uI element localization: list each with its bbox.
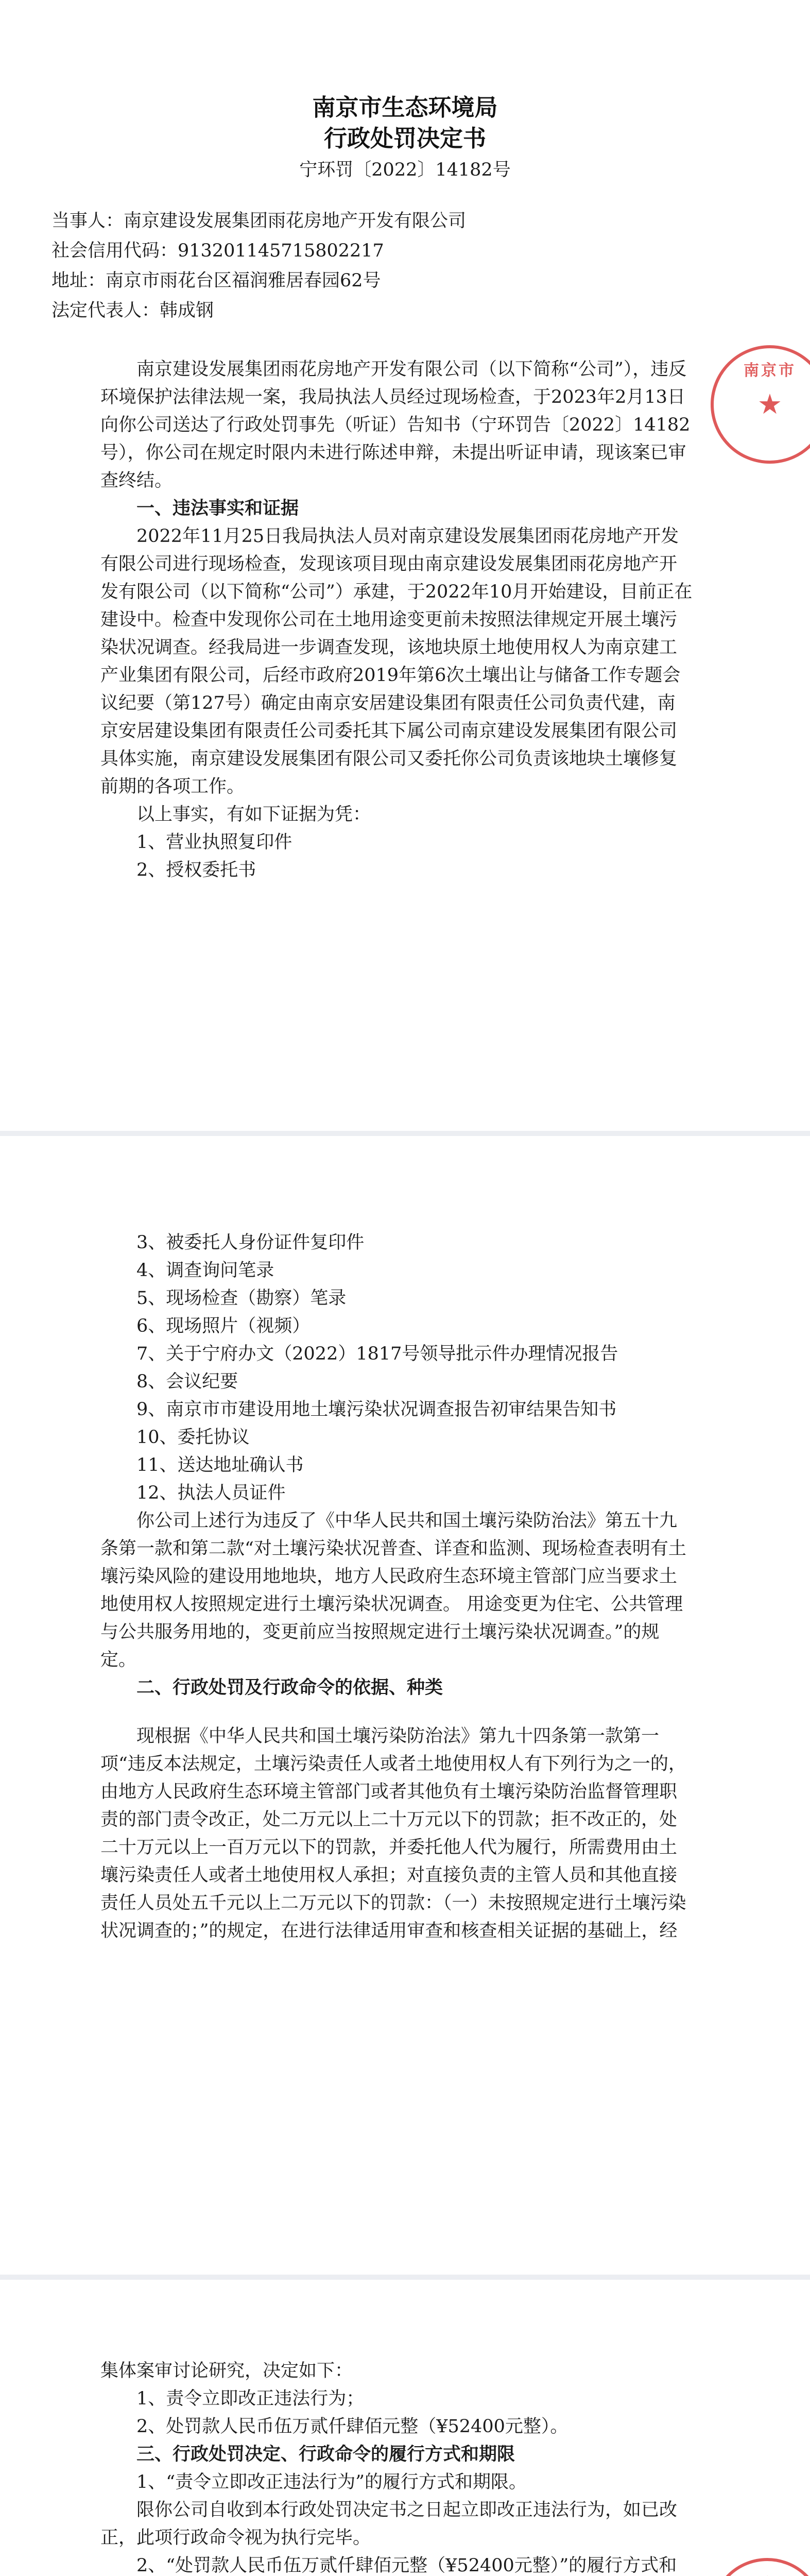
page3-body [100, 2357, 693, 2576]
section2-heading: 二、行政处罚及行政命令的依据、种类 [136, 1677, 443, 1698]
party-name: 当事人：南京建设发展集团雨花房地产开发有限公司 [51, 211, 467, 231]
evidence-item-1: 1、营业执照复印件 [136, 832, 292, 853]
section3-heading: 三、行政处罚决定、行政命令的履行方式和期限 [136, 2444, 515, 2465]
evidence-item-3: 3、被委托人身份证件复印件 [136, 1232, 365, 1253]
evidence-item-4: 4、调查询问笔录 [136, 1260, 274, 1281]
performance-item-1: 1、“责令立即改正违法行为”的履行方式和期限。 [136, 2472, 527, 2493]
legal-basis-paragraph: 现根据《中华人民共和国土壤污染防治法》第九十四条第一款第一项“违反本法规定，土壤污染责任人或者土地使用权人有下列行为之一的，由地方人民政府生态环境主管部门或者其他负有土壤污染防治监督管理职责的部门责令改正，处二万元以上二十万元以下的罚款；拒不改正的，处二十万元以上一百万元以下的罚款，并委托他人代为履行，所需费用由土壤污染责任人或者土地使用权人承担；对直接负责的主管人员和其他直接责任人员处五千元以上二万元以下的罚款：（一）未按照规定进行土壤污染状况调查的；”的规定，在进行法律适用审查和核查相关证据的基础上，经 [100, 1726, 686, 1941]
evidence-item-2: 2、授权委托书 [136, 860, 256, 880]
evidence-item-8: 8、会议纪要 [136, 1371, 238, 1392]
violation-paragraph: 你公司上述行为违反了《中华人民共和国土壤污染防治法》第五十九条第一款和第二款“对土壤污染状况普查、详查和监测、现场检查表明有土壤污染风险的建设用地地块，地方人民政府生态环境主管部门应当要求土地使用权人按照规定进行土壤污染状况调查。 用途变更为住宅、公共管理与公共服务用地的，变更前应当按照规定进行土壤污染状况调查。”的规定。 [100, 1511, 686, 1670]
seal-text: 南京市 [744, 362, 796, 380]
party-address: 地址：南京市雨花台区福润雅居春园62号 [51, 270, 381, 291]
evidence-item-11: 11、送达地址确认书 [136, 1455, 304, 1476]
evidence-item-5: 5、现场检查（勘察）笔录 [136, 1288, 347, 1309]
document-page-2 [0, 1136, 810, 2275]
page2-body [100, 1229, 693, 1945]
decision-item-2: 2、处罚款人民币伍万贰仟肆佰元整（¥52400元整）。 [136, 2416, 568, 2437]
doc-number: 宁环罚〔2022〕14182号 [299, 160, 511, 180]
evidence-item-7: 7、关于宁府办文（2022）1817号领导批示件办理情况报告 [136, 1344, 618, 1364]
facts-paragraph: 2022年11月25日我局执法人员对南京建设发展集团雨花房地产开发有限公司进行现场检查，发现该项目现由南京建设发展集团雨花房地产开发有限公司（以下简称“公司”）承建，于2022年10月开始建设，目前正在建设中。检查中发现你公司在土地用途变更前未按照法律规定开展土壤污染状况调查。经我局进一步调查发现，该地块原土地使用权人为南京建工产业集团有限公司，后经市政府2019年第6次土壤出让与储备工作专题会议纪要（第127号）确定由南京安居建设集团有限责任公司负责代建，南京安居建设集团有限责任公司委托其下属公司南京建设发展集团有限公司具体实施，南京建设发展集团有限公司又委托你公司负责该地块土壤修复前期的各项工作。 [100, 526, 693, 797]
credit-code: 社会信用代码：913201145715802217 [51, 241, 384, 261]
document-page-3 [0, 2280, 810, 2576]
seal-star-icon: ★ [757, 388, 783, 420]
decision-item-1: 1、责令立即改正违法行为； [136, 2388, 365, 2409]
doc-title-line2: 行政处罚决定书 [323, 125, 486, 152]
legal-rep: 法定代表人：韩成钢 [51, 300, 214, 321]
decision-intro: 集体案审讨论研究，决定如下： [100, 2361, 353, 2381]
document-page-1 [0, 0, 810, 1131]
doc-title-line1: 南京市生态环境局 [312, 94, 498, 121]
evidence-item-10: 10、委托协议 [136, 1427, 250, 1448]
evidence-item-9: 9、南京市市建设用地土壤污染状况调查报告初审结果告知书 [136, 1399, 617, 1420]
official-seal-stamp-edge [711, 2558, 810, 2576]
seal-text [741, 2571, 794, 2576]
page1-body [100, 355, 693, 884]
evidence-item-6: 6、现场照片（视频） [136, 1316, 311, 1336]
party-info [51, 206, 669, 326]
intro-paragraph: 南京建设发展集团雨花房地产开发有限公司（以下简称“公司”），违反环境保护法律法规一案，我局执法人员经过现场检查，于2023年2月13日向你公司送达了行政处罚事先（听证）告知书（宁环罚告〔2022〕14182号），你公司在规定时限内未进行陈述申辩，未提出听证申请，现该案已审查终结。 [100, 359, 691, 491]
evidence-intro: 以上事实，有如下证据为凭： [136, 804, 371, 825]
section1-heading: 一、违法事实和证据 [136, 498, 299, 519]
performance-item-2: 2、“处罚款人民币伍万贰仟肆佰元整（¥52400元整）”的履行方式和 [136, 2555, 677, 2576]
evidence-item-12: 12、执法人员证件 [136, 1483, 286, 1503]
performance-paragraph-1: 限你公司自收到本行政处罚决定书之日起立即改正违法行为，如已改正，此项行政命令视为执行完毕。 [100, 2500, 678, 2548]
official-seal-stamp [711, 345, 810, 464]
